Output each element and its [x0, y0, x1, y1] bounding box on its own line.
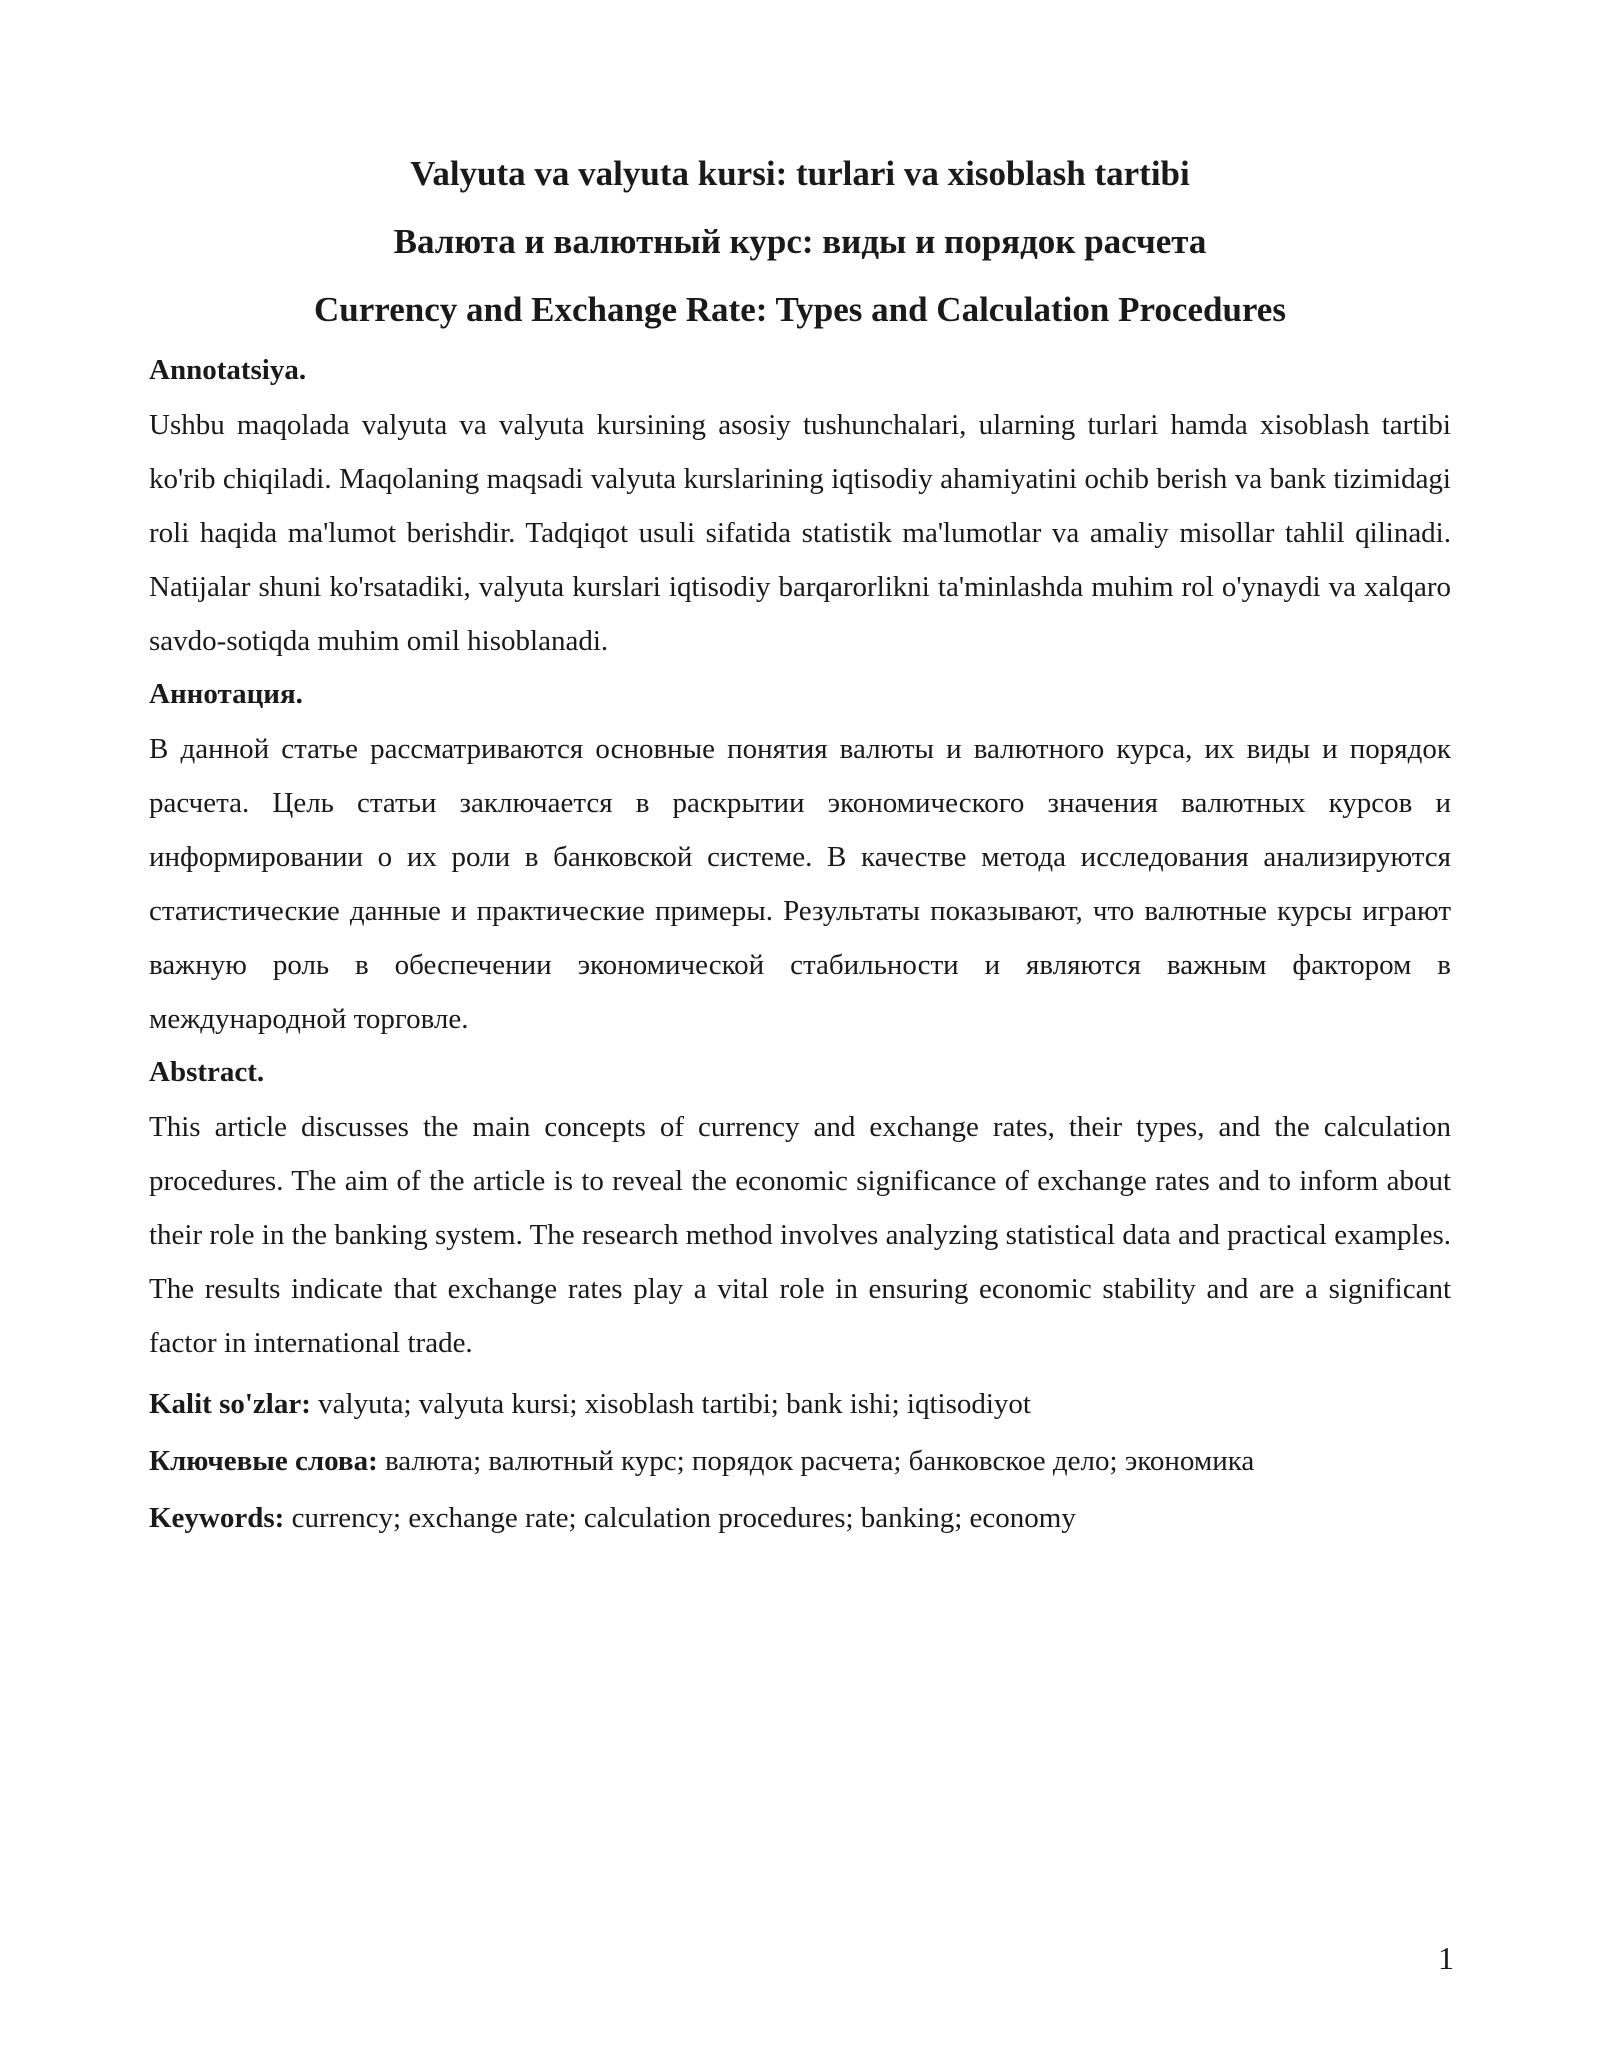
keywords-en-value: currency; exchange rate; calculation procedures; banking; economy: [284, 1502, 1076, 1534]
keywords-uz: [149, 1376, 1451, 1433]
keywords-ru-value: валюта; валютный курс; порядок расчета; банковское дело; экономика: [377, 1445, 1255, 1477]
keywords-en-label: Keywords:: [149, 1502, 285, 1534]
keywords-ru: [149, 1433, 1451, 1490]
title-uz: Valyuta va valyuta kursi: turlari va xisoblash tartibi: [410, 154, 1190, 193]
keywords-ru-label: Ключевые слова:: [149, 1445, 378, 1477]
page-number: 1: [1438, 1940, 1454, 1976]
annotation-uz-heading: Annotatsiya.: [149, 354, 307, 386]
abstract-text: This article discusses the main concepts of currency and exchange rates, their types, and the calculation procedures. The aim of the article is to reveal the economic significance of exchange rates and to inform about their role in the banking system. The research method involves analyzing statistical data and practical examples. The results indicate that exchange rates play a vital role in ensuring economic stability and are a significant factor in international trade.: [149, 1111, 1451, 1359]
document-page: [149, 140, 1451, 1547]
keywords-en: [149, 1490, 1451, 1547]
abstract-heading: Abstract.: [149, 1056, 265, 1088]
keywords-uz-value: valyuta; valyuta kursi; xisoblash tartibi; bank ishi; iqtisodiyot: [310, 1388, 1031, 1420]
title-ru: Валюта и валютный курс: виды и порядок расчета: [393, 222, 1207, 261]
annotation-ru-text: В данной статье рассматриваются основные понятия валюты и валютного курса, их виды и порядок расчета. Цель статьи заключается в раскрытии экономического значения валютных курсов и информировании о их роли в банковской системе. В качестве метода исследования анализируются статистические данные и практические примеры. Результаты показывают, что валютные курсы играют важную роль в обеспечении экономической стабильности и являются важным фактором в международной торговле.: [149, 733, 1451, 1035]
title-en: Currency and Exchange Rate: Types and Calculation Procedures: [314, 290, 1286, 329]
annotation-ru-heading: Аннотация.: [149, 678, 303, 710]
annotation-uz-text: Ushbu maqolada valyuta va valyuta kursining asosiy tushunchalari, ularning turlari hamda xisoblash tartibi ko'rib chiqiladi. Maqolaning maqsadi valyuta kurslarining iqtisodiy ahamiyatini ochib berish va bank tizimidagi roli haqida ma'lumot berishdir. Tadqiqot usuli sifatida statistik ma'lumotlar va amaliy misollar tahlil qilinadi. Natijalar shuni ko'rsatadiki, valyuta kurslari iqtisodiy barqarorlikni ta'minlashda muhim rol o'ynaydi va xalqaro savdo-sotiqda muhim omil hisoblanadi.: [149, 409, 1451, 657]
keywords-uz-label: Kalit so'zlar:: [149, 1388, 311, 1420]
